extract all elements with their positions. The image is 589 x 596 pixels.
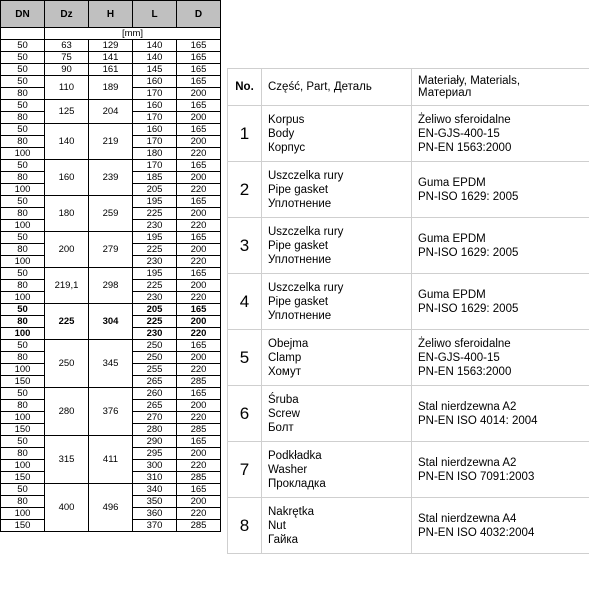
dz-cell: 63: [45, 40, 89, 52]
dn-cell: 100: [1, 364, 45, 376]
d-cell: 165: [177, 100, 221, 112]
dn-cell: 50: [1, 76, 45, 88]
material-line: EN-GJS-400-15: [418, 351, 500, 364]
header-l: L: [133, 1, 177, 28]
dn-cell: 50: [1, 64, 45, 76]
l-cell: 255: [133, 364, 177, 376]
material-line: PN-EN ISO 4014: 2004: [418, 414, 538, 427]
dz-cell: 90: [45, 64, 89, 76]
dimension-row: [1, 124, 221, 136]
part-name: [262, 330, 412, 386]
dz-cell: 400: [45, 484, 89, 532]
dimension-row: [1, 268, 221, 280]
d-cell: 200: [177, 448, 221, 460]
header-no: No.: [228, 69, 262, 106]
dimension-row: [1, 76, 221, 88]
h-cell: 189: [89, 76, 133, 100]
l-cell: 340: [133, 484, 177, 496]
material-name: [412, 162, 589, 218]
part-name-line: Obejma: [268, 337, 309, 350]
l-cell: 265: [133, 400, 177, 412]
d-cell: 220: [177, 460, 221, 472]
l-cell: 170: [133, 160, 177, 172]
dz-cell: 110: [45, 76, 89, 100]
d-cell: 285: [177, 520, 221, 532]
dn-cell: 50: [1, 196, 45, 208]
part-name-line: Screw: [268, 407, 300, 420]
h-cell: 279: [89, 232, 133, 268]
part-name-line: Korpus: [268, 113, 305, 126]
d-cell: 220: [177, 148, 221, 160]
d-cell: 285: [177, 472, 221, 484]
l-cell: 195: [133, 232, 177, 244]
header-material-line: Материал: [418, 87, 472, 99]
material-line: Żeliwo sferoidalne: [418, 113, 511, 126]
part-name-line: Уплотнение: [268, 309, 332, 322]
l-cell: 225: [133, 316, 177, 328]
material-line: PN-EN 1563:2000: [418, 141, 512, 154]
material-name: [412, 274, 589, 330]
material-name: [412, 386, 589, 442]
material-line: PN-ISO 1629: 2005: [418, 246, 519, 259]
material-line: Stal nierdzewna A4: [418, 512, 517, 525]
part-number: 8: [228, 498, 262, 554]
dn-cell: 50: [1, 484, 45, 496]
material-line: Guma EPDM: [418, 288, 486, 301]
part-name-line: Прокладка: [268, 477, 326, 490]
material-line: Stal nierdzewna A2: [418, 456, 517, 469]
l-cell: 265: [133, 376, 177, 388]
d-cell: 165: [177, 160, 221, 172]
dimension-row: [1, 160, 221, 172]
part-name-line: Nakrętka: [268, 505, 315, 518]
l-cell: 140: [133, 52, 177, 64]
l-cell: 225: [133, 208, 177, 220]
d-cell: 165: [177, 484, 221, 496]
part-name-line: Уплотнение: [268, 197, 332, 210]
l-cell: 250: [133, 340, 177, 352]
h-cell: 259: [89, 196, 133, 232]
dz-cell: 280: [45, 388, 89, 436]
dn-cell: 100: [1, 148, 45, 160]
l-cell: 280: [133, 424, 177, 436]
d-cell: 200: [177, 136, 221, 148]
d-cell: 165: [177, 40, 221, 52]
part-name: [262, 218, 412, 274]
dn-cell: 80: [1, 400, 45, 412]
dimension-row: [1, 196, 221, 208]
h-cell: 411: [89, 436, 133, 484]
d-cell: 165: [177, 64, 221, 76]
dn-cell: 80: [1, 448, 45, 460]
materials-header-row: [228, 69, 589, 106]
material-line: Guma EPDM: [418, 176, 486, 189]
l-cell: 160: [133, 76, 177, 88]
dz-cell: 125: [45, 100, 89, 124]
h-cell: 304: [89, 304, 133, 340]
part-name-line: Гайка: [268, 533, 299, 546]
dimension-table: [0, 0, 221, 532]
dn-cell: 150: [1, 472, 45, 484]
dimension-row: [1, 100, 221, 112]
l-cell: 230: [133, 256, 177, 268]
d-cell: 200: [177, 244, 221, 256]
d-cell: 165: [177, 76, 221, 88]
d-cell: 200: [177, 496, 221, 508]
h-cell: 376: [89, 388, 133, 436]
h-cell: 204: [89, 100, 133, 124]
dimension-table-container: [0, 0, 221, 532]
material-name: [412, 498, 589, 554]
dn-cell: 50: [1, 268, 45, 280]
l-cell: 160: [133, 100, 177, 112]
part-name-line: Uszczelka rury: [268, 281, 344, 294]
material-name: [412, 106, 589, 162]
material-line: PN-ISO 1629: 2005: [418, 190, 519, 203]
d-cell: 200: [177, 280, 221, 292]
header-d: D: [177, 1, 221, 28]
l-cell: 205: [133, 304, 177, 316]
part-name-line: Śruba: [268, 393, 299, 406]
dz-cell: 200: [45, 232, 89, 268]
part-name: [262, 442, 412, 498]
material-row: [228, 498, 589, 554]
d-cell: 200: [177, 88, 221, 100]
dimension-row: [1, 304, 221, 316]
part-number: 4: [228, 274, 262, 330]
dn-cell: 50: [1, 340, 45, 352]
material-row: [228, 274, 589, 330]
l-cell: 195: [133, 196, 177, 208]
dn-cell: 100: [1, 460, 45, 472]
d-cell: 220: [177, 184, 221, 196]
material-row: [228, 442, 589, 498]
header-material-line: Materiały, Materials,: [418, 75, 521, 87]
material-name: [412, 218, 589, 274]
part-number: 7: [228, 442, 262, 498]
dn-cell: 50: [1, 304, 45, 316]
dimension-row: [1, 484, 221, 496]
part-name-line: Body: [268, 127, 295, 140]
dimension-header-row: [1, 1, 221, 28]
dz-cell: 140: [45, 124, 89, 160]
l-cell: 360: [133, 508, 177, 520]
dimension-row: [1, 436, 221, 448]
d-cell: 220: [177, 220, 221, 232]
h-cell: 129: [89, 40, 133, 52]
d-cell: 200: [177, 352, 221, 364]
d-cell: 285: [177, 424, 221, 436]
part-name-line: Podkładka: [268, 449, 322, 462]
part-name-line: Nut: [268, 519, 286, 532]
l-cell: 370: [133, 520, 177, 532]
d-cell: 220: [177, 256, 221, 268]
l-cell: 230: [133, 292, 177, 304]
l-cell: 170: [133, 88, 177, 100]
l-cell: 180: [133, 148, 177, 160]
part-name-line: Корпус: [268, 141, 306, 154]
dn-cell: 50: [1, 52, 45, 64]
d-cell: 285: [177, 376, 221, 388]
dn-cell: 80: [1, 244, 45, 256]
h-cell: 161: [89, 64, 133, 76]
l-cell: 160: [133, 124, 177, 136]
dn-cell: 80: [1, 172, 45, 184]
materials-table-body: [228, 106, 589, 554]
dn-cell: 80: [1, 208, 45, 220]
material-line: PN-EN 1563:2000: [418, 365, 512, 378]
part-name-line: Уплотнение: [268, 253, 332, 266]
unit-row: [1, 28, 221, 40]
part-name: [262, 274, 412, 330]
l-cell: 225: [133, 244, 177, 256]
part-number: 5: [228, 330, 262, 386]
l-cell: 230: [133, 220, 177, 232]
d-cell: 220: [177, 508, 221, 520]
l-cell: 260: [133, 388, 177, 400]
dimension-row: [1, 388, 221, 400]
d-cell: 165: [177, 52, 221, 64]
header-part: Część, Part, Деталь: [262, 69, 412, 106]
material-name: [412, 442, 589, 498]
unit-label: [mm]: [45, 28, 221, 40]
dimension-row: [1, 232, 221, 244]
d-cell: 220: [177, 364, 221, 376]
part-number: 3: [228, 218, 262, 274]
material-row: [228, 162, 589, 218]
material-line: Guma EPDM: [418, 232, 486, 245]
part-name: [262, 498, 412, 554]
dn-cell: 50: [1, 388, 45, 400]
material-row: [228, 330, 589, 386]
dn-cell: 100: [1, 220, 45, 232]
l-cell: 295: [133, 448, 177, 460]
materials-table: [227, 68, 589, 554]
dimension-row: [1, 52, 221, 64]
l-cell: 170: [133, 112, 177, 124]
part-name-line: Uszczelka rury: [268, 169, 344, 182]
dn-cell: 50: [1, 100, 45, 112]
dn-cell: 80: [1, 352, 45, 364]
l-cell: 145: [133, 64, 177, 76]
dz-cell: 180: [45, 196, 89, 232]
dn-cell: 50: [1, 436, 45, 448]
dz-cell: 315: [45, 436, 89, 484]
dz-cell: 219,1: [45, 268, 89, 304]
dn-cell: 100: [1, 508, 45, 520]
l-cell: 205: [133, 184, 177, 196]
h-cell: 239: [89, 160, 133, 196]
part-name-line: Washer: [268, 463, 308, 476]
material-row: [228, 386, 589, 442]
dn-cell: 100: [1, 184, 45, 196]
d-cell: 220: [177, 328, 221, 340]
part-name-line: Pipe gasket: [268, 295, 329, 308]
d-cell: 165: [177, 388, 221, 400]
l-cell: 225: [133, 280, 177, 292]
d-cell: 165: [177, 196, 221, 208]
l-cell: 250: [133, 352, 177, 364]
part-name-line: Pipe gasket: [268, 239, 329, 252]
d-cell: 165: [177, 232, 221, 244]
part-number: 1: [228, 106, 262, 162]
dz-cell: 225: [45, 304, 89, 340]
l-cell: 290: [133, 436, 177, 448]
l-cell: 270: [133, 412, 177, 424]
dimension-row: [1, 64, 221, 76]
dn-cell: 50: [1, 40, 45, 52]
l-cell: 140: [133, 40, 177, 52]
dz-cell: 75: [45, 52, 89, 64]
l-cell: 350: [133, 496, 177, 508]
dz-cell: 250: [45, 340, 89, 388]
materials-table-container: [227, 68, 589, 554]
h-cell: 345: [89, 340, 133, 388]
material-line: Żeliwo sferoidalne: [418, 337, 511, 350]
d-cell: 200: [177, 400, 221, 412]
dimension-row: [1, 340, 221, 352]
material-name: [412, 330, 589, 386]
part-name-line: Болт: [268, 421, 294, 434]
part-name-line: Uszczelka rury: [268, 225, 344, 238]
part-name: [262, 106, 412, 162]
d-cell: 200: [177, 112, 221, 124]
dn-cell: 150: [1, 424, 45, 436]
h-cell: 219: [89, 124, 133, 160]
l-cell: 310: [133, 472, 177, 484]
part-name-line: Pipe gasket: [268, 183, 329, 196]
material-line: PN-EN ISO 7091:2003: [418, 470, 535, 483]
dn-cell: 100: [1, 328, 45, 340]
d-cell: 165: [177, 304, 221, 316]
dn-cell: 150: [1, 520, 45, 532]
header-h: H: [89, 1, 133, 28]
l-cell: 230: [133, 328, 177, 340]
l-cell: 185: [133, 172, 177, 184]
part-number: 6: [228, 386, 262, 442]
h-cell: 298: [89, 268, 133, 304]
dn-cell: 80: [1, 88, 45, 100]
material-row: [228, 218, 589, 274]
d-cell: 220: [177, 412, 221, 424]
material-row: [228, 106, 589, 162]
dn-cell: 100: [1, 412, 45, 424]
d-cell: 200: [177, 172, 221, 184]
material-line: PN-ISO 1629: 2005: [418, 302, 519, 315]
l-cell: 170: [133, 136, 177, 148]
dz-cell: 160: [45, 160, 89, 196]
part-name-line: Clamp: [268, 351, 302, 364]
d-cell: 165: [177, 436, 221, 448]
d-cell: 200: [177, 208, 221, 220]
dn-cell: 50: [1, 160, 45, 172]
dn-cell: 80: [1, 136, 45, 148]
d-cell: 165: [177, 340, 221, 352]
material-line: Stal nierdzewna A2: [418, 400, 517, 413]
d-cell: 220: [177, 292, 221, 304]
material-line: EN-GJS-400-15: [418, 127, 500, 140]
header-dn: DN: [1, 1, 45, 28]
dn-cell: 150: [1, 376, 45, 388]
part-name-line: Хомут: [268, 365, 301, 378]
d-cell: 200: [177, 316, 221, 328]
dimension-table-body: [1, 28, 221, 532]
material-line: PN-EN ISO 4032:2004: [418, 526, 535, 539]
l-cell: 195: [133, 268, 177, 280]
dn-cell: 50: [1, 124, 45, 136]
d-cell: 165: [177, 268, 221, 280]
dn-cell: 80: [1, 496, 45, 508]
dn-cell: 100: [1, 256, 45, 268]
part-name: [262, 386, 412, 442]
part-name: [262, 162, 412, 218]
dn-cell: 80: [1, 316, 45, 328]
h-cell: 141: [89, 52, 133, 64]
dimension-row: [1, 40, 221, 52]
d-cell: 165: [177, 124, 221, 136]
dn-cell: 80: [1, 112, 45, 124]
h-cell: 496: [89, 484, 133, 532]
dn-cell: 100: [1, 292, 45, 304]
header-material: [412, 69, 589, 106]
dn-cell: 50: [1, 232, 45, 244]
l-cell: 300: [133, 460, 177, 472]
part-number: 2: [228, 162, 262, 218]
header-dz: Dz: [45, 1, 89, 28]
dn-cell: 80: [1, 280, 45, 292]
